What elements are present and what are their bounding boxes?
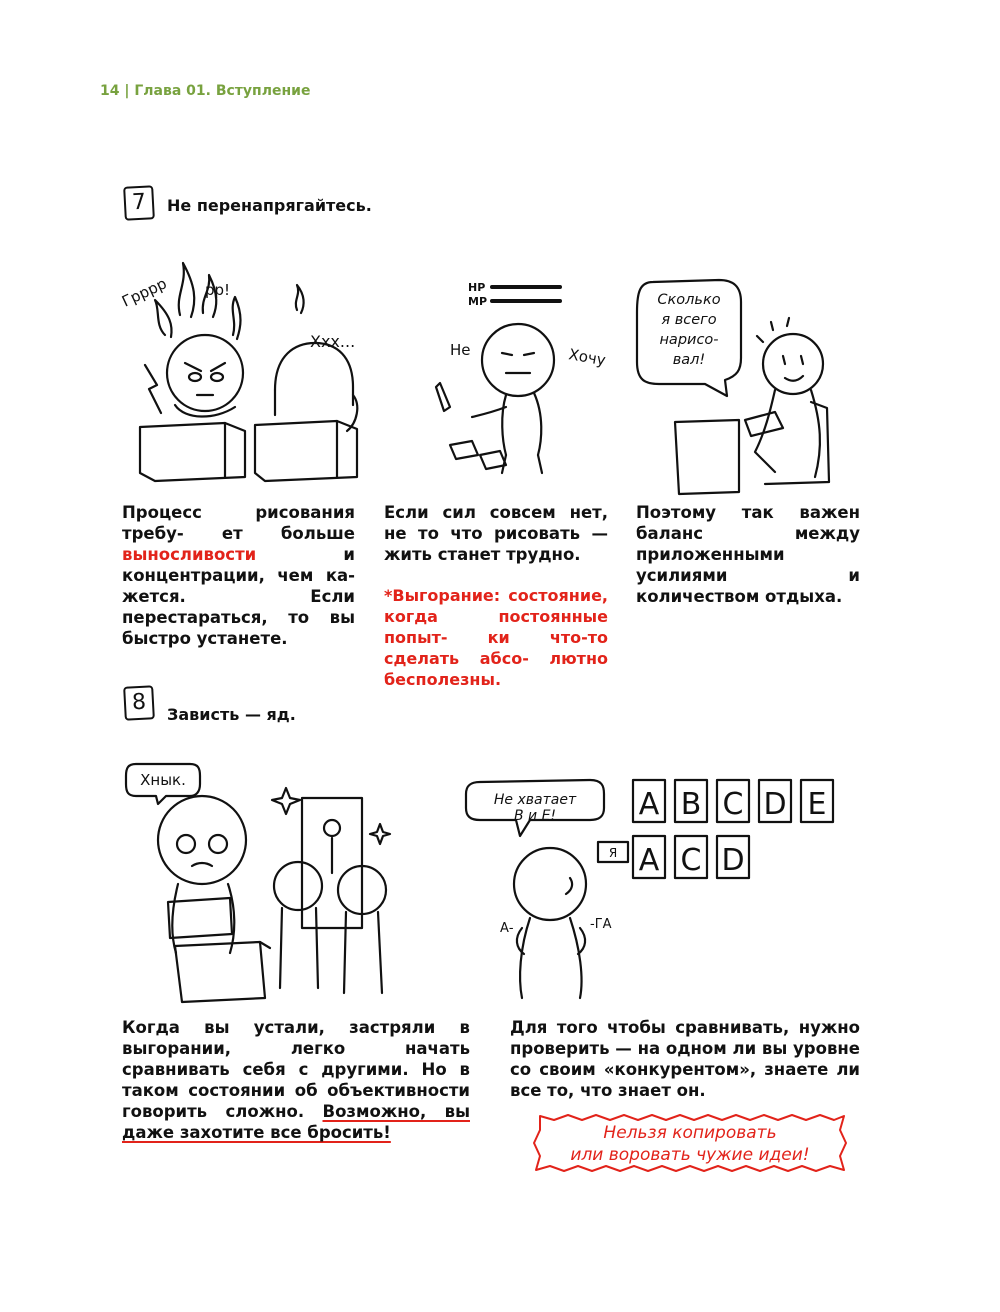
text-col-compare: Для того чтобы сравнивать, нужно проверить — на одном ли вы уровне со своим «конкурентом», знаете ли все то, что знает он. — [510, 1018, 860, 1100]
callout-text — [530, 1122, 850, 1166]
illustration-proud-artist — [635, 272, 845, 497]
bubble-line-1: Сколько — [657, 292, 721, 308]
bubble-line-4: вал! — [672, 352, 706, 368]
letter-c-2: C — [680, 843, 702, 878]
letter-a-2: A — [638, 843, 660, 878]
sfx-xxx: Ххх... — [310, 332, 356, 351]
letter-b-1: B — [680, 787, 702, 822]
bubble-line-3: нарисо- — [659, 332, 719, 348]
bubble-line-1: Не хватает — [493, 792, 577, 808]
illustration-compare — [460, 768, 860, 1018]
sfx-a: А- — [500, 921, 514, 936]
mp-label: MP — [468, 295, 488, 308]
illustration-burnout-artists — [119, 255, 375, 495]
text-col-envy-a: Когда вы устали, застряли в выгорании, легко начать сравнивать себя с другими. Но в таком состоянии об объективности говорить сложно. — [122, 1018, 470, 1121]
text-highlight-endurance: выносливости — [122, 545, 257, 564]
word-hochu: Хочу — [567, 345, 608, 370]
text-col-3: Поэтому так важен баланс между приложенными усилиями и количеством отдыха. — [636, 503, 860, 606]
letter-d-1: D — [763, 787, 787, 822]
section-title-8: Зависть — яд. — [167, 705, 296, 724]
text-col-1-a: Процесс рисования требу- ет больше — [122, 503, 355, 543]
label-ya: Я — [608, 846, 618, 860]
callout-line-2: или воровать чужие идеи! — [570, 1145, 810, 1165]
text-col-2: Если сил совсем нет, не то что рисовать — жить станет трудно. — [384, 503, 608, 564]
text-col-1-b: и концентрации, чем ка- жется. Если перестараться, то вы быстро устанете. — [122, 545, 355, 648]
sfx-rr: рр! — [205, 281, 231, 299]
text-col-1 — [122, 502, 355, 649]
sfx-grrr: Грррр — [119, 274, 170, 311]
callout-line-1: Нельзя копировать — [603, 1123, 777, 1143]
text-col-envy — [122, 1017, 470, 1143]
section-number-7: 7 — [123, 185, 155, 221]
illustration-envy — [120, 758, 390, 1008]
bubble-line-2: В и Е! — [513, 808, 557, 824]
illustration-exhausted — [420, 275, 620, 495]
word-ne: Не — [450, 341, 471, 359]
letter-c-1: C — [722, 787, 744, 822]
hp-label: HP — [468, 281, 486, 294]
section-title-7: Не перенапрягайтесь. — [167, 196, 372, 215]
page-number: 14 — [100, 83, 120, 99]
section-number-8: 8 — [123, 685, 155, 721]
sfx-ga: -ГА — [590, 917, 612, 932]
header-separator: | — [124, 83, 130, 99]
bubble-line-2: я всего — [661, 312, 717, 328]
chapter-title: Глава 01. Вступление — [134, 83, 311, 99]
letter-a-1: A — [638, 787, 660, 822]
text-underlined-giveup: Возможно, вы даже захотите все бросить! — [122, 1102, 470, 1142]
callout-no-copying — [530, 1112, 850, 1174]
letter-e-1: E — [807, 787, 827, 822]
letter-d-2: D — [721, 843, 745, 878]
burnout-note: *Выгорание: состояние, когда постоянные попыт- ки что-то сделать абсо- лютно бесполезны. — [384, 586, 608, 689]
page-header — [100, 83, 310, 99]
bubble-whimper: Хнык. — [140, 771, 186, 789]
